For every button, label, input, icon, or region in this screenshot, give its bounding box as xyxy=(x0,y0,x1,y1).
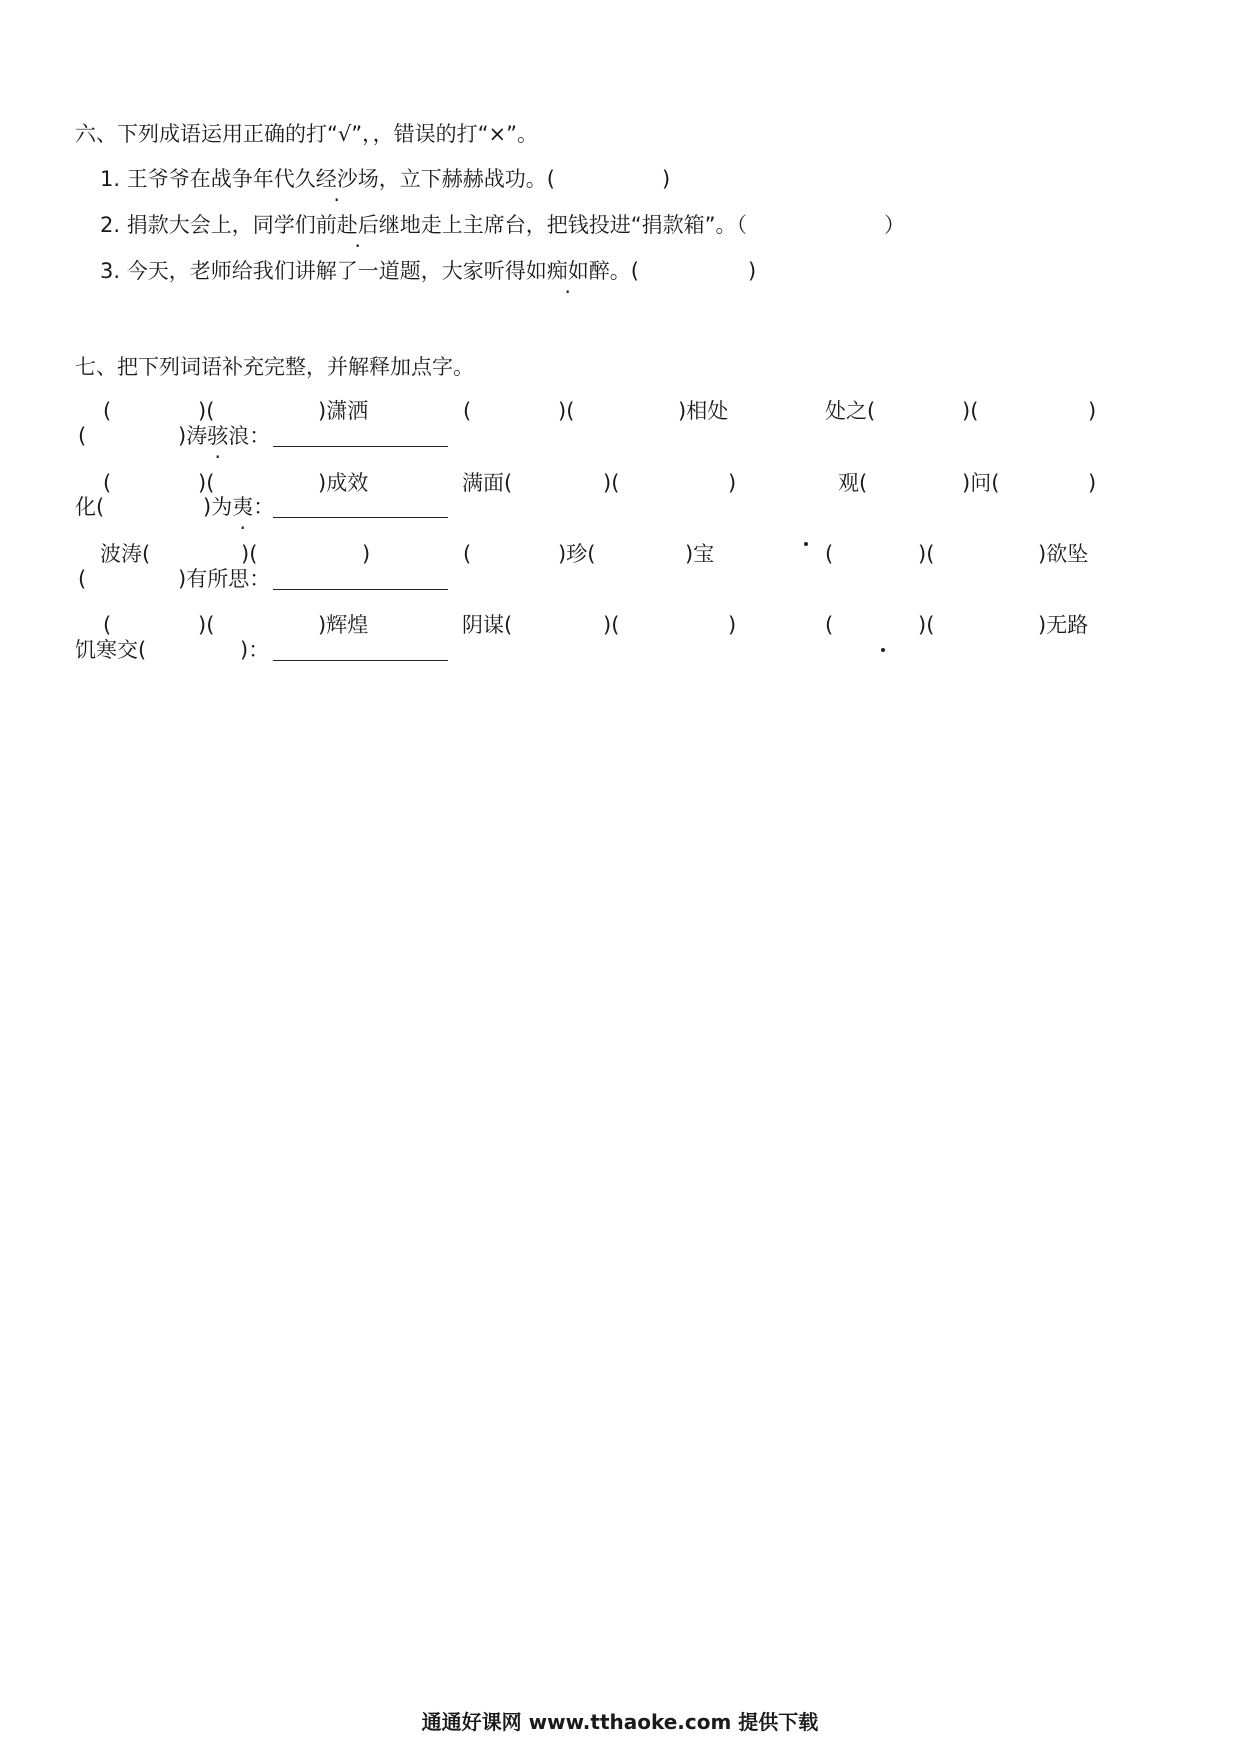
r1c-mid: )( xyxy=(962,399,979,423)
r4c-open: ( xyxy=(825,613,834,637)
answer-close-paren: ) xyxy=(662,167,671,191)
r2a-word: )成效 xyxy=(318,471,369,495)
r3a-pre: 波涛( xyxy=(100,542,151,566)
dotted-char: 夷 xyxy=(232,495,254,519)
r4a-word: )辉煌 xyxy=(318,613,369,637)
r4c-mid: )( xyxy=(918,613,935,637)
answer-line[interactable] xyxy=(273,446,448,447)
r2b-pre: 满面( xyxy=(462,471,513,495)
r1a-open: ( xyxy=(103,399,112,423)
r1a-mid: )( xyxy=(198,399,215,423)
r4c-word: )无路 xyxy=(1038,613,1089,637)
r3d-open: ( xyxy=(78,567,87,591)
r3b-open: ( xyxy=(463,542,472,566)
r2d-word: )为夷： xyxy=(203,495,275,519)
section-6-item-2 xyxy=(100,212,747,238)
r3d-word: )有所思： xyxy=(178,567,271,591)
answer-close-paren: ） xyxy=(884,213,905,237)
r1a-word: )潇洒 xyxy=(318,399,369,423)
r3c-word: )欲坠 xyxy=(1038,542,1089,566)
dotted-idiom: 久经沙场 xyxy=(294,167,379,191)
section-6-item-1 xyxy=(100,166,555,192)
footer-text: 通通好课网 www.tthaoke.com 提供下载 xyxy=(421,1710,819,1734)
r3c-mid: )( xyxy=(918,542,935,566)
answer-line[interactable] xyxy=(273,517,448,518)
r3b-word: )宝 xyxy=(685,542,715,566)
item-text: 地走上主席台，把钱投进“捐款箱”。（ xyxy=(399,213,747,237)
r2c-close: ) xyxy=(1088,471,1097,495)
r4d-pre: 饥寒交( xyxy=(75,638,147,662)
r3a-close: ) xyxy=(362,542,371,566)
section-7-heading: 七、把下列词语补充完整，并解释加点字。 xyxy=(75,355,474,379)
section-6-item-3 xyxy=(100,258,639,284)
r2c-pre: 观( xyxy=(838,471,868,495)
item-text: ，立下赫赫战功。( xyxy=(378,167,555,191)
dotted-idiom: 如痴如醉 xyxy=(525,259,610,283)
r2b-mid: )( xyxy=(603,471,620,495)
r2a-open: ( xyxy=(103,471,112,495)
r4a-mid: )( xyxy=(198,613,215,637)
answer-line[interactable] xyxy=(273,660,448,661)
stray-dot xyxy=(804,542,808,546)
stray-dot xyxy=(881,648,885,652)
r1b-mid: )( xyxy=(558,399,575,423)
r4b-close: ) xyxy=(728,613,737,637)
answer-close-paren: ) xyxy=(748,259,757,283)
dotted-idiom: 前赴后继 xyxy=(315,213,400,237)
r4d-close: )： xyxy=(240,638,270,662)
r1b-open: ( xyxy=(463,399,472,423)
section-6-heading: 六、下列成语运用正确的打“√”，，错误的打“×”。 xyxy=(75,122,538,146)
r1c-pre: 处之( xyxy=(825,399,876,423)
item-text: 。( xyxy=(609,259,639,283)
dotted-char: 骇 xyxy=(207,424,229,448)
item-text: 2. 捐款大会上，同学们 xyxy=(100,213,316,237)
r2a-mid: )( xyxy=(198,471,215,495)
r2b-close: ) xyxy=(728,471,737,495)
r1c-close: ) xyxy=(1088,399,1097,423)
r3c-open: ( xyxy=(825,542,834,566)
r1d-open: ( xyxy=(78,424,87,448)
r3b-mid: )珍( xyxy=(558,542,596,566)
r4a-open: ( xyxy=(103,613,112,637)
r2c-mid: )问( xyxy=(962,471,1000,495)
r4b-pre: 阴谋( xyxy=(462,613,513,637)
r1b-word: )相处 xyxy=(678,399,729,423)
r4b-mid: )( xyxy=(603,613,620,637)
r1d-word: )涛骇浪： xyxy=(178,424,271,448)
answer-line[interactable] xyxy=(273,589,448,590)
r3a-mid: )( xyxy=(241,542,258,566)
r2d-pre: 化( xyxy=(75,495,105,519)
item-text: 1. 王爷爷在战争年代 xyxy=(100,167,295,191)
item-text: 3. 今天，老师给我们讲解了一道题，大家听得 xyxy=(100,259,526,283)
